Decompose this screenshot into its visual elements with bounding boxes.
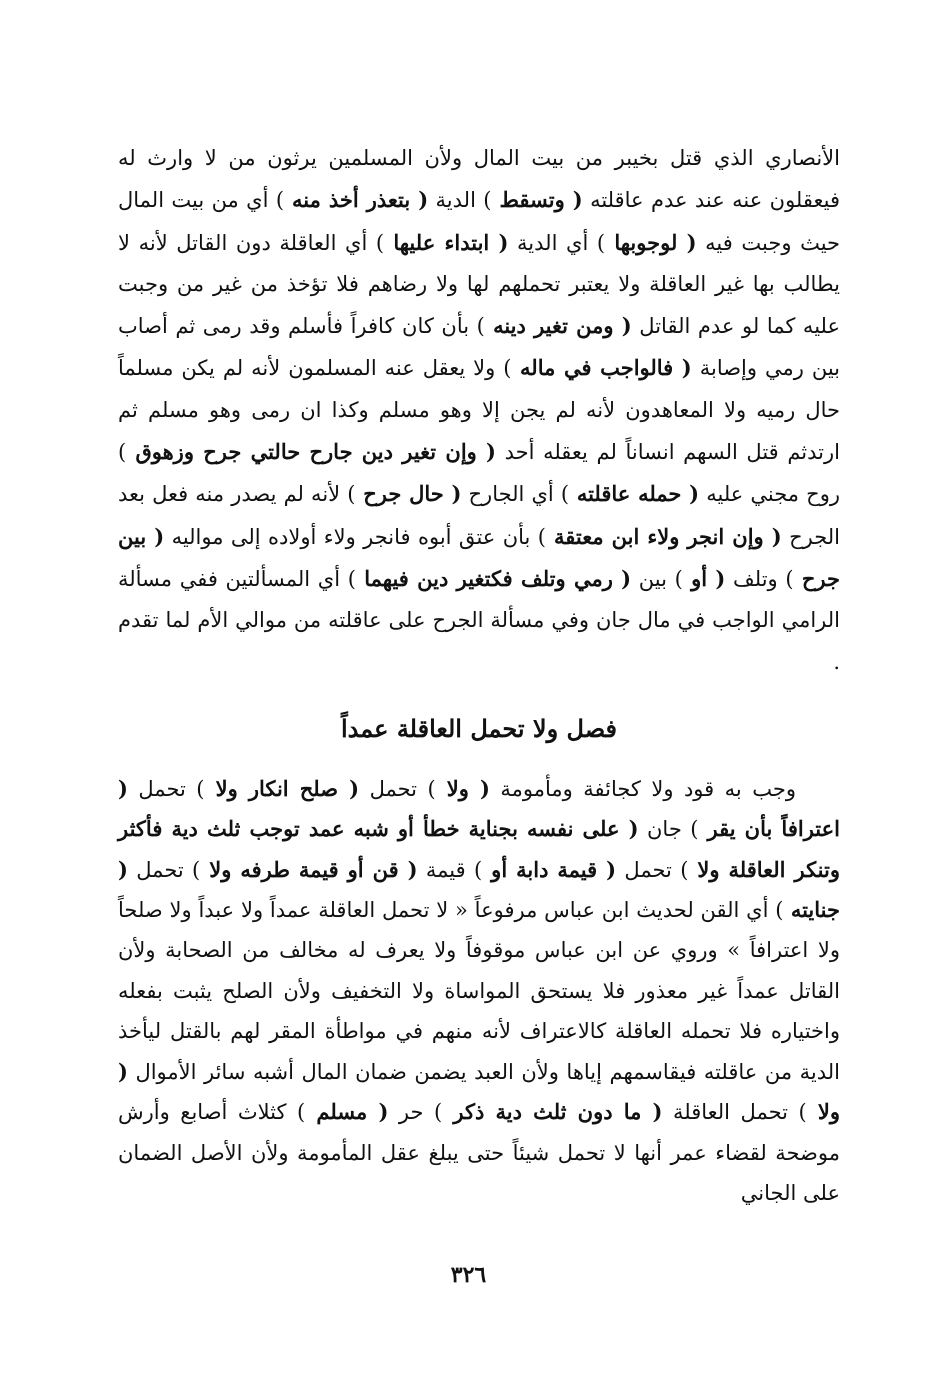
text-run: ) جان [638,817,699,842]
text-run: ) أي القن لحديث ابن عباس مرفوعاً « لا تحمل العاقلة عمداً ولا عبداً ولا صلحاً ولا اعترافاً » وروي عن ابن عباس موقوفاً ولا يعرف له مخالف من الصحابة ولأن القاتل عمداً غير معذور فلا يستحق المواساة ولا التخفيف ولأن الصلح يثبت بفعله واختياره فلا تحمله العاقلة كالاعتراف لأنه منهم في مواطأة المقر لهم بالقتل ليأخذ الدية من عاقلته فيقاسمهم إياها ولأن العبد يضمن ضمان المال أشبه سائر الأموال [118,898,840,1084]
bold-text-run: ( قيمة دابة أو [482,856,617,882]
bold-text-run: ( صلح انكار ولا [204,775,360,801]
document-page [118,138,840,1213]
bold-text-run: ( بين جرح [118,523,840,591]
bold-text-run: ( ما دون ثلث دية ذكر [442,1099,663,1125]
text-run: ) تحمل [127,776,205,801]
text-run: ) بين [631,566,683,591]
text-run: ) الدية [428,188,492,213]
paragraph-2 [118,769,840,1213]
text-run: وجب به قود ولا كجائفة ومأمومة [489,776,796,801]
bold-text-run: ( ابتداء عليها [384,229,509,255]
bold-text-run: ( وإن انجر ولاء ابن معتقة [545,523,782,549]
text-run: ) لأنه لم يصدر منه فعل بعد الجرح [118,482,841,549]
bold-text-run: ( حال جرح [355,481,462,507]
text-run: ) حر [388,1100,443,1125]
text-run: ) تحمل [359,776,436,801]
bold-text-run: ( قن أو قيمة طرفه ولا [200,856,418,882]
text-run: ) بأن كان كافراً فأسلم وقد رمى ثم أصاب بين رمي وإصابة [118,314,840,381]
bold-text-run: ( أو [682,565,726,591]
text-run: ) أي العاقلة دون القاتل لأنه لا يطالب بها غير العاقلة ولا يعتبر تحملهم لها ولا رضاهم فلا تؤخذ من غير من وجبت عليه كما لو عدم القاتل [118,230,841,339]
text-run: ) أي الدية [508,230,606,255]
section-heading: فصل ولا تحمل العاقلة عمداً [341,713,617,743]
bold-text-run: ( اعترافاً بأن يقر [118,775,840,842]
bold-text-run: ( على نفسه بجناية خطأ أو شبه عمد توجب ثلث دية فأكثر وتنكر العاقلة ولا [118,816,840,882]
text-run: الأنصاري الذي قتل بخيبر من بيت المال ولأن المسلمين يرثون من لا وارث له فيعقلون عنه عند عدم عاقلته [118,146,841,213]
text-run: ) ولا يعقل عنه المسلمون لأنه لم يكن مسلماً حال رميه ولا المعاهدون لأنه لم يجن إلا وهو مسلم وكذا ان رمى وهو مسلم ثم ارتدثم قتل السهم انساناً لم يعقله أحد [118,356,840,465]
text-run: ) تحمل العاقلة [662,1100,807,1125]
page-number: ٣٢٦ [450,1262,487,1288]
text-run: ) بأن عتق أبوه فانجر ولاء أولاده إلى مواليه [164,524,546,549]
bold-text-run: ( لوجوبها [605,229,697,255]
bold-text-run: ( مسلم [305,1099,389,1125]
bold-text-run: ( بتعذر أخذ منه [284,187,429,213]
text-run: ) روح مجني عليه [118,440,841,507]
bold-text-run: ( وتسقط [491,187,583,213]
bold-text-run: ( ومن تغير دينه [484,313,632,339]
bold-text-run: ( ولا [118,1058,840,1125]
bold-text-run: ( جنايته [118,856,840,923]
text-run: ) كثلاث أصابع وأرش موضحة لقضاء عمر أنها لا تحمل شيئاً حتى يبلغ عقل المأمومة ولأن الأصل الضمان على الجاني [118,1100,840,1205]
paragraph-1 [118,138,840,683]
bold-text-run: ( رمي وتلف فكتغير دين فيهما [355,565,632,591]
bold-text-run: ( حمله عاقلته [569,481,700,507]
text-run: ) قيمة [417,857,483,882]
bold-text-run: ( فالواجب في ماله [511,355,692,381]
text-run: ) تحمل [616,857,689,882]
text-run: ) أي الجارح [461,482,570,507]
text-run: ) تحمل [127,857,201,882]
bold-text-run: ( ولا [435,775,490,801]
text-run: ) أي من بيت المال حيث وجبت فيه [118,188,841,255]
text-run: ) أي المسألتين ففي مسألة الرامي الواجب في مال جان وفي مسألة الجرح على عاقلته من موالي الأم لما تقدم . [118,566,840,674]
text-run: ) وتلف [725,566,794,591]
bold-text-run: ( وإن تغير دين جارح حالتي جرح وزهوق [126,439,496,465]
